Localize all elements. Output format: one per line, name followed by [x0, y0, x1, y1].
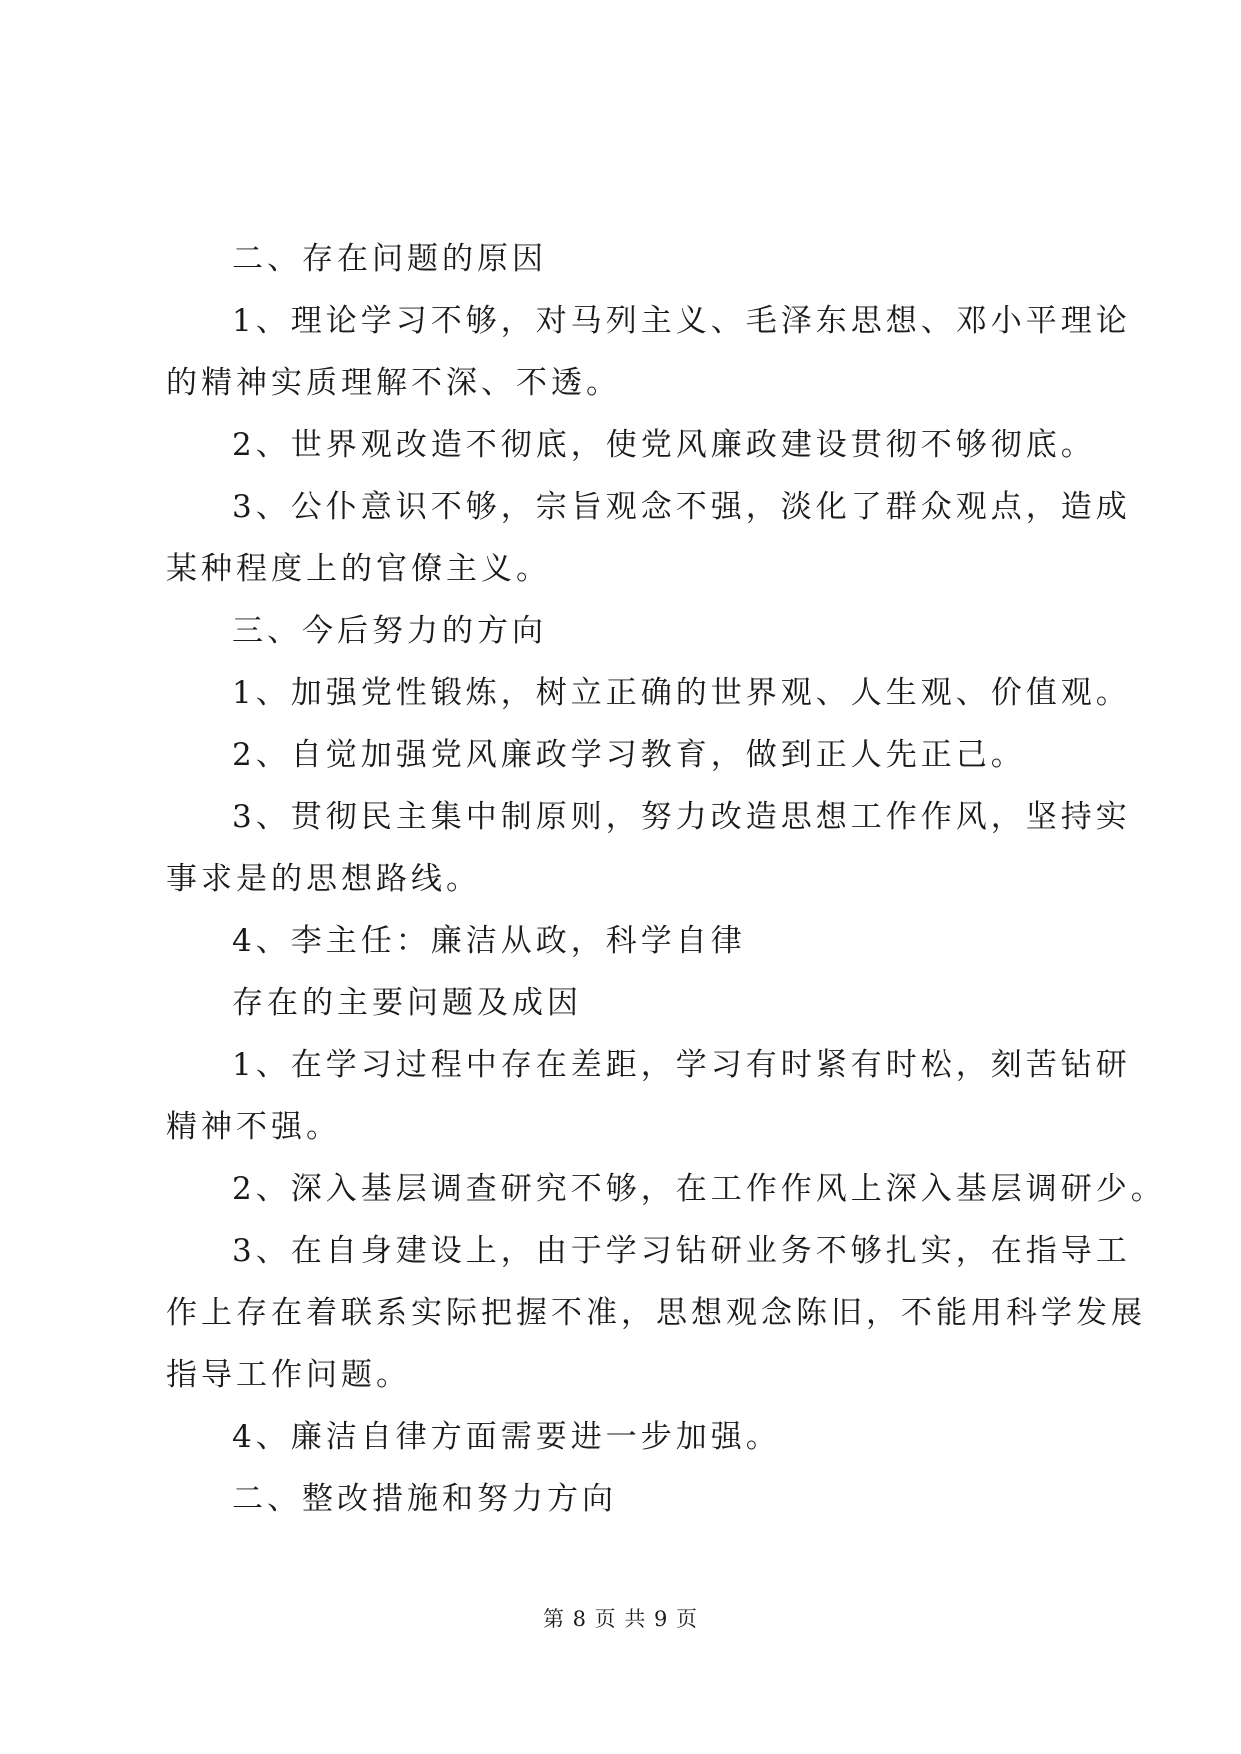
document-body [166, 228, 1166, 1530]
section-heading-problems: 存在的主要问题及成因 [232, 985, 582, 1021]
paragraph-line: 1、加强党性锻炼，树立正确的世界观、人生观、价值观。 [232, 675, 1131, 711]
paragraph-line: 精神不强。 [166, 1109, 341, 1145]
paragraph-line: 某种程度上的官僚主义。 [166, 551, 551, 587]
paragraph-line: 2、深入基层调查研究不够，在工作作风上深入基层调研少。 [232, 1171, 1166, 1207]
paragraph-line: 事求是的思想路线。 [166, 861, 481, 897]
paragraph-line: 3、贯彻民主集中制原则，努力改造思想工作作风，坚持实 [232, 799, 1131, 835]
paragraph-line: 3、在自身建设上，由于学习钻研业务不够扎实，在指导工 [232, 1233, 1131, 1269]
paragraph-line: 4、廉洁自律方面需要进一步加强。 [232, 1419, 781, 1455]
section-heading-measures: 二、整改措施和努力方向 [232, 1481, 617, 1517]
paragraph-line: 4、李主任：廉洁从政，科学自律 [232, 923, 746, 959]
paragraph-line: 作上存在着联系实际把握不准，思想观念陈旧，不能用科学发展 [166, 1295, 1146, 1331]
paragraph-line: 的精神实质理解不深、不透。 [166, 365, 621, 401]
page-number-footer: 第 8 页 共 9 页 [542, 1607, 699, 1631]
paragraph-line: 1、理论学习不够，对马列主义、毛泽东思想、邓小平理论 [232, 303, 1131, 339]
paragraph-line: 3、公仆意识不够，宗旨观念不强，淡化了群众观点，造成 [232, 489, 1131, 525]
section-heading-direction: 三、今后努力的方向 [232, 613, 547, 649]
paragraph-line: 2、自觉加强党风廉政学习教育，做到正人先正己。 [232, 737, 1026, 773]
paragraph-line: 2、世界观改造不彻底，使党风廉政建设贯彻不够彻底。 [232, 427, 1096, 463]
paragraph-line: 指导工作问题。 [166, 1357, 411, 1393]
paragraph-line: 1、在学习过程中存在差距，学习有时紧有时松，刻苦钻研 [232, 1047, 1131, 1083]
section-heading-reasons: 二、存在问题的原因 [232, 241, 547, 277]
